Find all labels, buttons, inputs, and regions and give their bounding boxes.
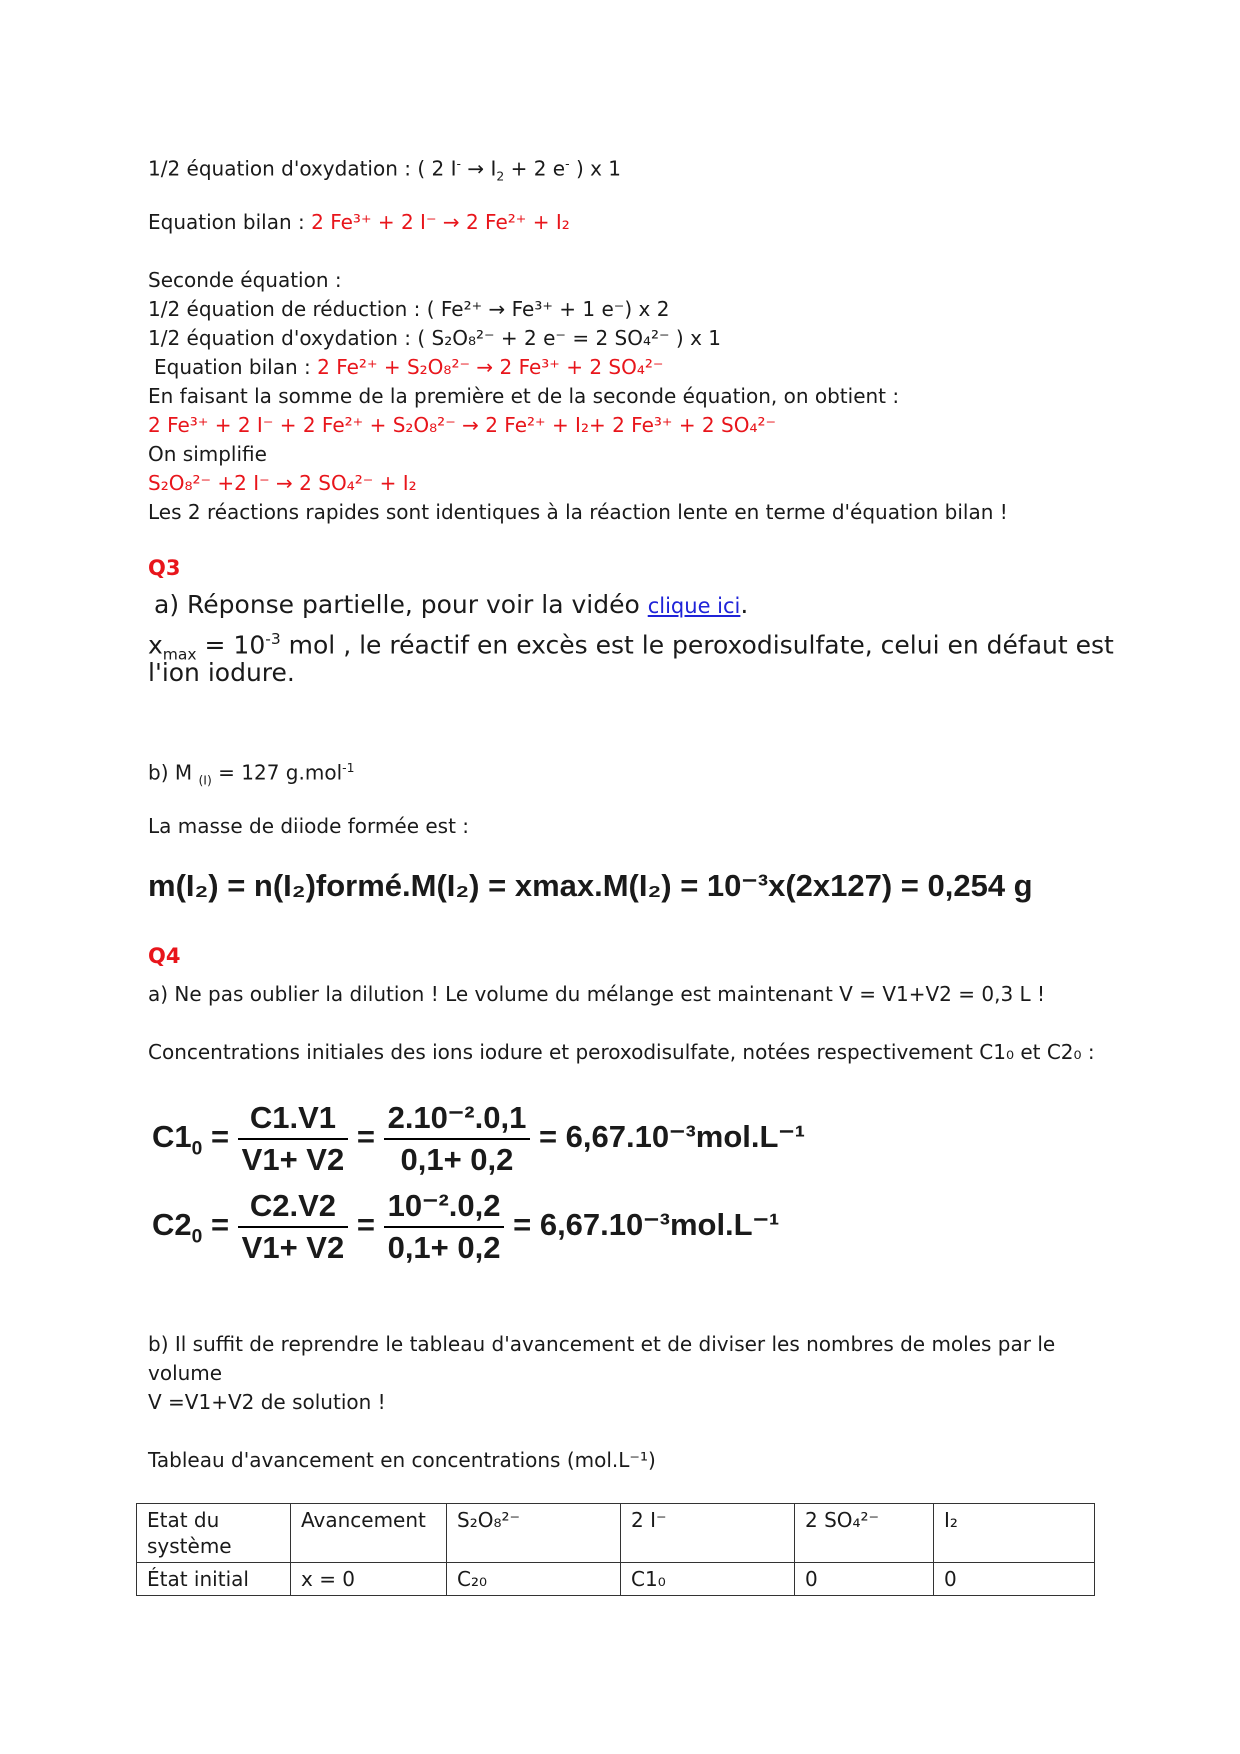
q3-answer-a: a) Réponse partielle, pour voir la vidéo clique ici. bbox=[154, 590, 749, 619]
c2-formula: $C2_0$ = $\frac{C2.V2}{V1+ V2}$ = $\frac{\text{10⁻².0,2}}{0,1+ 0,2}$ = 6,67.10⁻³mol.L⁻¹ bbox=[152, 1188, 780, 1265]
simplified-equation: S₂O₈²⁻ +2 I⁻ → 2 SO₄²⁻ + I₂ bbox=[148, 471, 417, 495]
video-link[interactable]: clique ici bbox=[647, 594, 741, 618]
xmax-line-2: l'ion iodure. bbox=[148, 658, 295, 687]
q3-heading: Q3 bbox=[148, 556, 181, 580]
table-header-cell: I₂ bbox=[934, 1504, 1095, 1563]
bilan-equation-1: Equation bilan : 2 Fe³⁺ + 2 I⁻ → 2 Fe²⁺ + I₂ bbox=[148, 210, 570, 234]
q4-heading: Q4 bbox=[148, 944, 181, 968]
table-header-cell: Avancement bbox=[291, 1504, 447, 1563]
table-header-cell: Etat du système bbox=[137, 1504, 291, 1563]
simplifie-text: On simplifie bbox=[148, 442, 267, 466]
q4-answer-b-1: b) Il suffit de reprendre le tableau d'avancement et de diviser les nombres de moles par le bbox=[148, 1332, 1056, 1356]
table-cell: 0 bbox=[934, 1563, 1095, 1596]
table-header-cell: 2 I⁻ bbox=[621, 1504, 795, 1563]
c1-formula: $C1_0$ = $\frac{C1.V1}{V1+ V2}$ = $\frac{\text{2.10⁻².0,1}}{0,1+ 0,2}$ = 6,67.10⁻³mol.L⁻¹ bbox=[152, 1100, 806, 1177]
oxidation-half-equation-2: 1/2 équation d'oxydation : ( S₂O₈²⁻ + 2 e⁻ = 2 SO₄²⁻ ) x 1 bbox=[148, 326, 721, 350]
table-header-row bbox=[137, 1504, 1095, 1563]
mass-formula: m(I₂) = n(I₂)formé.M(I₂) = xmax.M(I₂) = 10⁻³x(2x127) = 0,254 g bbox=[148, 868, 1033, 903]
table-header-cell: S₂O₈²⁻ bbox=[447, 1504, 621, 1563]
concentrations-text: Concentrations initiales des ions iodure et peroxodisulfate, notées respectivement C1₀ et C2₀ : bbox=[148, 1040, 1095, 1064]
somme-text: En faisant la somme de la première et de la seconde équation, on obtient : bbox=[148, 384, 900, 408]
masse-text: La masse de diiode formée est : bbox=[148, 814, 470, 838]
table-cell: x = 0 bbox=[291, 1563, 447, 1596]
table-cell: 0 bbox=[795, 1563, 934, 1596]
conclusion-text: Les 2 réactions rapides sont identiques à la réaction lente en terme d'équation bilan ! bbox=[148, 500, 1008, 524]
q4-answer-a: a) Ne pas oublier la dilution ! Le volume du mélange est maintenant V = V1+V2 = 0,3 L ! bbox=[148, 982, 1046, 1006]
seconde-equation-heading: Seconde équation : bbox=[148, 268, 342, 292]
oxidation-half-equation-1: 1/2 équation d'oxydation : ( 2 $I^- \to I_2 + 2$ e- ) x 1 bbox=[148, 156, 622, 184]
table-cell: État initial bbox=[137, 1563, 291, 1596]
avancement-table bbox=[136, 1503, 1095, 1596]
reduction-half-equation: 1/2 équation de réduction : ( Fe²⁺ → Fe³⁺ + 1 e⁻) x 2 bbox=[148, 297, 670, 321]
table-cell: C1₀ bbox=[621, 1563, 795, 1596]
table-row bbox=[137, 1563, 1095, 1596]
xmax-line: $x_{max} = 10^{-3}$ mol , le réactif en excès est le peroxodisulfate, celui en défaut est bbox=[148, 630, 1114, 664]
q4-answer-b-2: volume bbox=[148, 1361, 223, 1385]
table-cell: C₂₀ bbox=[447, 1563, 621, 1596]
molar-mass-line: b) M $_{(I)}$ = 127 g.mol$^{-1}$ bbox=[148, 760, 355, 788]
q4-answer-b-3: V =V1+V2 de solution ! bbox=[148, 1390, 386, 1414]
bilan-equation-2: Equation bilan : 2 Fe²⁺ + S₂O₈²⁻ → 2 Fe³⁺ + 2 SO₄²⁻ bbox=[154, 355, 664, 379]
table-header-cell: 2 SO₄²⁻ bbox=[795, 1504, 934, 1563]
tableau-title: Tableau d'avancement en concentrations (mol.L⁻¹) bbox=[148, 1448, 656, 1472]
somme-equation: 2 Fe³⁺ + 2 I⁻ + 2 Fe²⁺ + S₂O₈²⁻ → 2 Fe²⁺ + I₂+ 2 Fe³⁺ + 2 SO₄²⁻ bbox=[148, 413, 777, 437]
